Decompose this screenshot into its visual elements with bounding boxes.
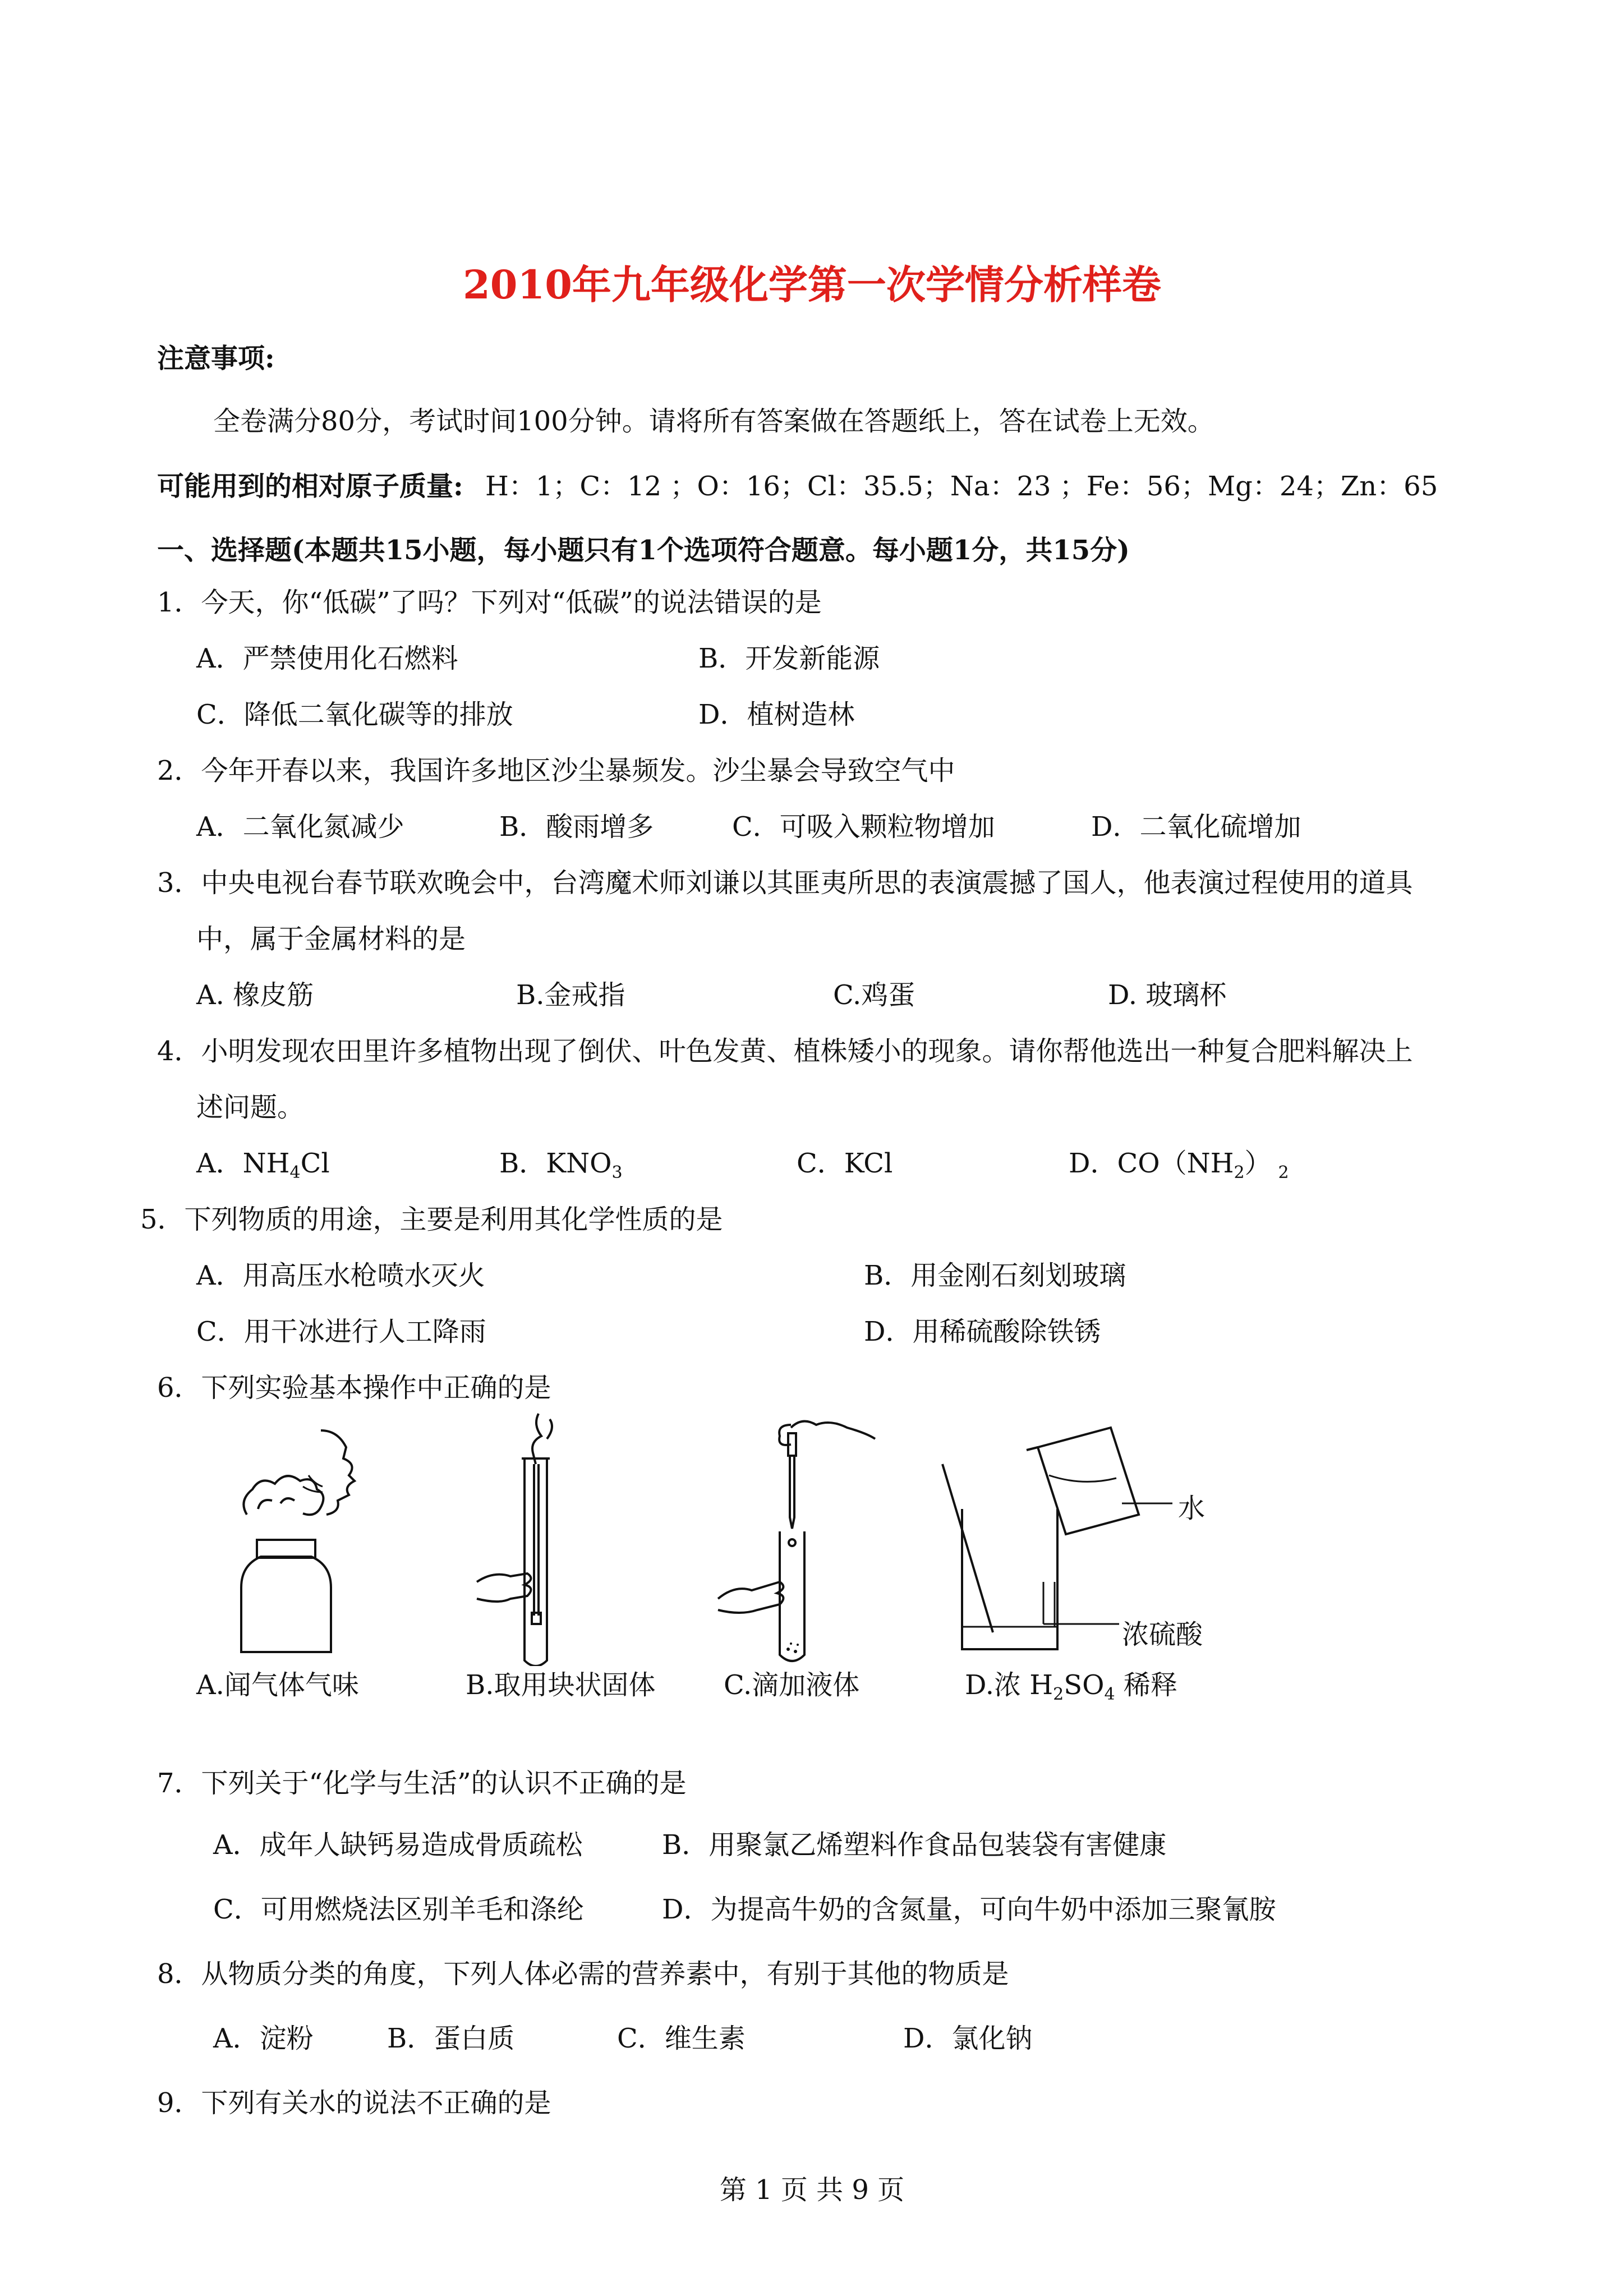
question-2-stem: 2．今年开春以来，我国许多地区沙尘暴频发。沙尘暴会导致空气中 <box>157 755 955 786</box>
question-1-stem: 1．今天，你“低碳”了吗？下列对“低碳”的说法错误的是 <box>157 587 822 618</box>
question-5-option-b: B．用金刚石刻划玻璃 <box>864 1260 1126 1291</box>
question-3-option-c: C.鸡蛋 <box>833 979 915 1011</box>
question-4-option-c: C．KCl <box>797 1148 893 1179</box>
atomic-mass-values: H：1；C：12 ；O：16；Cl：35.5；Na：23 ；Fe：56；Mg：24；Zn：65 <box>485 471 1438 502</box>
question-7-option-c: C．可用燃烧法区别羊毛和涤纶 <box>213 1894 584 1925</box>
question-8-stem: 8．从物质分类的角度，下列人体必需的营养素中，有别于其他的物质是 <box>157 1958 1009 1990</box>
question-2-option-c: C．可吸入颗粒物增加 <box>732 811 995 843</box>
question-4-option-d: D．$CO(NH_2)$ $_2$ <box>1069 1148 1289 1182</box>
question-8-option-a: A．淀粉 <box>213 2023 314 2054</box>
section-heading: 一、选择题(本题共15小题，每小题只有1个选项符合题意。每小题1分，共15分) <box>157 535 1130 566</box>
question-8-option-c: C．维生素 <box>617 2023 746 2054</box>
notice-heading: 注意事项: <box>157 343 275 374</box>
question-8-option-b: B．蛋白质 <box>387 2023 515 2054</box>
notice-body: 全卷满分80分，考试时间100分钟。请将所有答案做在答题纸上，答在试卷上无效。 <box>213 406 1214 437</box>
question-4-option-a: A．$NH_4Cl$ <box>196 1148 330 1182</box>
question-3-option-d: D. 玻璃杯 <box>1108 979 1227 1011</box>
question-5-stem: 5．下列物质的用途，主要是利用其化学性质的是 <box>140 1204 723 1235</box>
question-4-stem-line1: 4．小明发现农田里许多植物出现了倒伏、叶色发黄、植株矮小的现象。请你帮他选出一种复合肥料解决上 <box>157 1036 1413 1067</box>
figure-caption-c: C.滴加液体 <box>724 1669 860 1701</box>
solid-in-tube-illustration <box>471 1408 595 1666</box>
atomic-mass-label: 可能用到的相对原子质量: <box>157 471 463 502</box>
question-4-stem-line2: 述问题。 <box>196 1092 305 1123</box>
figure-caption-d: D.浓 $H_2SO_4$ 稀释 <box>965 1669 1177 1704</box>
question-2-option-b: B．酸雨增多 <box>499 811 654 843</box>
question-9-stem: 9．下列有关水的说法不正确的是 <box>157 2087 551 2119</box>
atomic-mass-line <box>157 464 1438 503</box>
question-3-option-a: A. 橡皮筋 <box>196 979 314 1011</box>
label-concentrated-acid: 浓硫酸 <box>1122 1619 1203 1650</box>
question-3-stem-line2: 中，属于金属材料的是 <box>196 923 466 955</box>
question-5-option-a: A．用高压水枪喷水灭火 <box>196 1260 485 1291</box>
page-title: 2010年九年级化学第一次学情分析样卷 <box>463 261 1161 308</box>
label-water: 水 <box>1178 1493 1206 1524</box>
question-1-option-b: B．开发新能源 <box>698 643 880 674</box>
drop-liquid-illustration <box>712 1414 881 1666</box>
question-8-option-d: D．氯化钠 <box>903 2023 1033 2054</box>
question-7-option-b: B．用聚氯乙烯塑料作食品包装袋有害健康 <box>662 1829 1167 1861</box>
question-4-option-b: B．$KNO_3$ <box>499 1148 623 1182</box>
question-7-option-a: A．成年人缺钙易造成骨质疏松 <box>213 1829 583 1861</box>
question-1-option-d: D．植树造林 <box>698 699 855 730</box>
question-6-stem: 6．下列实验基本操作中正确的是 <box>157 1372 551 1404</box>
question-2-option-a: A．二氧化氮减少 <box>196 811 404 843</box>
question-7-stem: 7．下列关于“化学与生活”的认识不正确的是 <box>157 1768 687 1799</box>
figure-caption-a: A.闻气体气味 <box>196 1669 359 1701</box>
page-footer: 第 1 页 共 9 页 <box>719 2174 905 2206</box>
question-5-option-d: D．用稀硫酸除铁锈 <box>864 1316 1101 1347</box>
question-2-option-d: D．二氧化硫增加 <box>1091 811 1301 843</box>
question-1-option-a: A．严禁使用化石燃料 <box>196 643 458 674</box>
figure-caption-b: B.取用块状固体 <box>466 1669 656 1701</box>
question-1-option-c: C．降低二氧化碳等的排放 <box>196 699 513 730</box>
question-7-option-d: D．为提高牛奶的含氮量，可向牛奶中添加三聚氰胺 <box>662 1894 1276 1925</box>
smell-gas-illustration <box>224 1425 370 1660</box>
question-3-stem-line1: 3．中央电视台春节联欢晚会中，台湾魔术师刘谦以其匪夷所思的表演震撼了国人，他表演过程使用的道具 <box>157 867 1413 899</box>
question-5-option-c: C．用干冰进行人工降雨 <box>196 1316 486 1347</box>
question-3-option-b: B.金戒指 <box>516 979 625 1011</box>
